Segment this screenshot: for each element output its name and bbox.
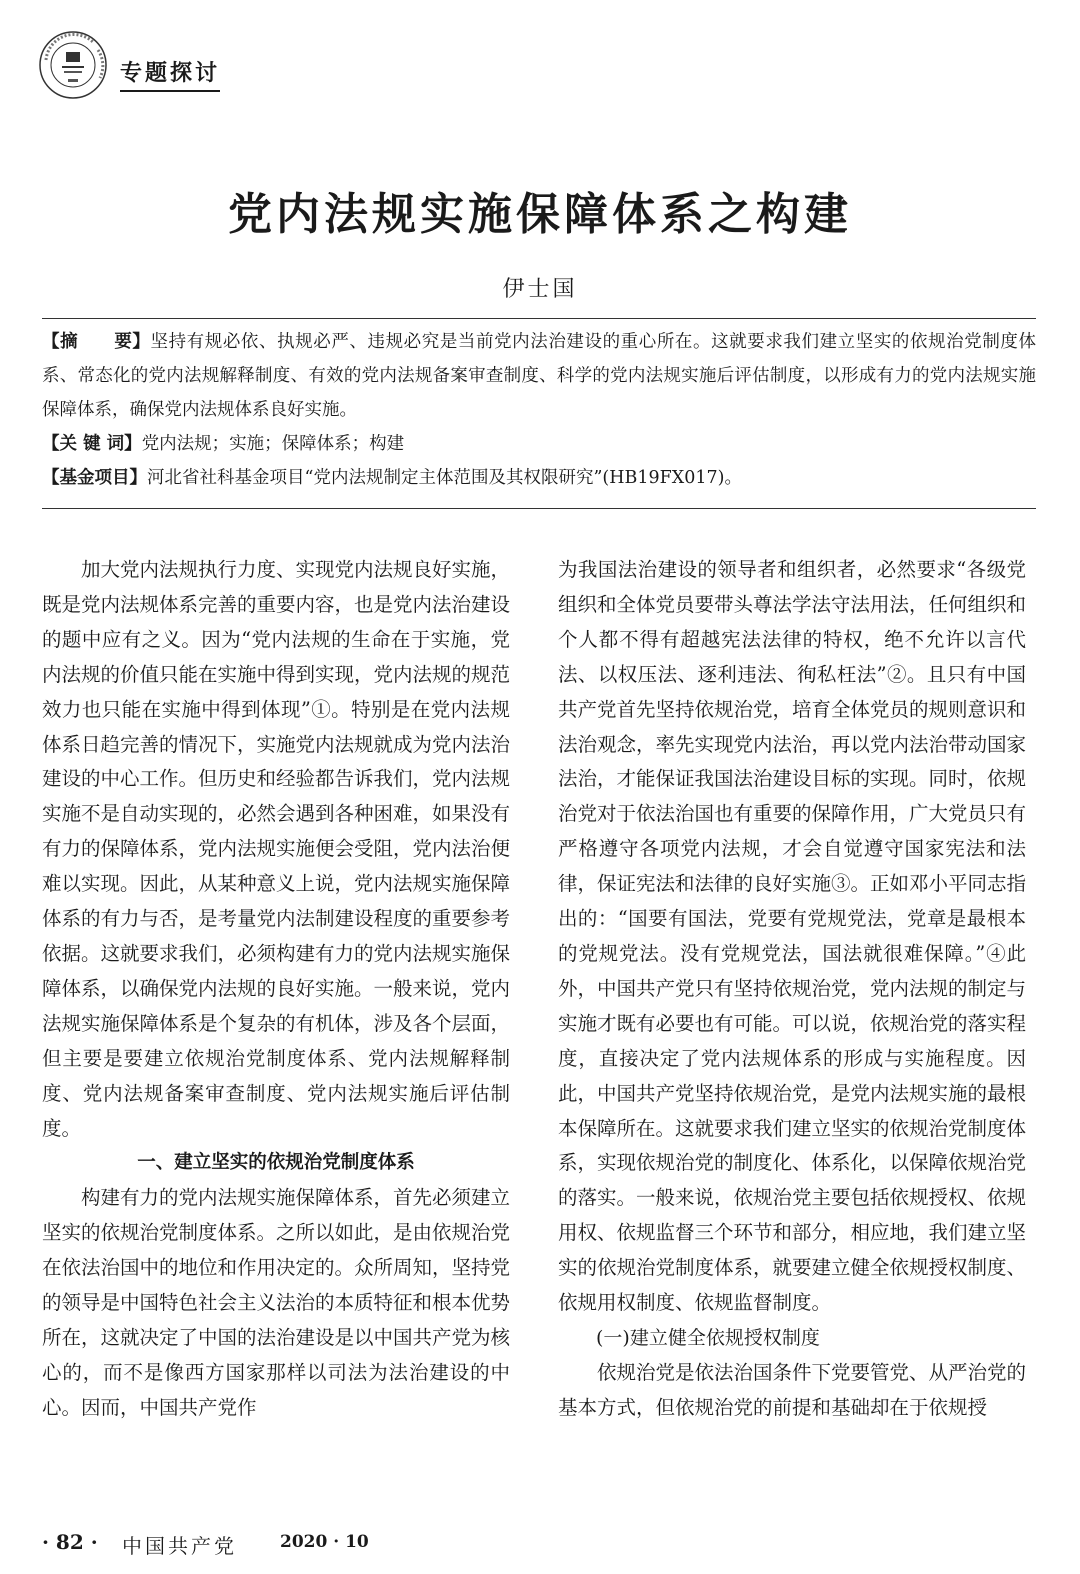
fund-label: 【基金项目】 (42, 468, 147, 488)
fund (42, 461, 1036, 495)
page-header (38, 30, 238, 100)
paragraph: 为我国法治建设的领导者和组织者，必然要求“各级党组织和全体党员要带头尊法学法守法用法，任何组织和个人都不得有超越宪法法律的特权，绝不允许以言代法、以权压法、逐利违法、徇私枉法”②。且只有中国共产党首先坚持依规治党，培育全体党员的规则意识和法治观念，率先实现党内法治，再以党内法治带动国家法治，才能保证我国法治建设目标的实现。同时，依规治党对于依法治国也有重要的保障作用，广大党员只有严格遵守各项党内法规，才会自觉遵守国家宪法和法律，保证宪法和法律的良好实施③。正如邓小平同志指出的：“国要有国法，党要有党规党法，党章是最根本的党规党法。没有党规党法，国法就很难保障。”④此外，中国共产党只有坚持依规治党，党内法规的制定与实施才既有必要也有可能。可以说，依规治党的落实程度，直接决定了党内法规体系的形成与实施程度。因此，中国共产党坚持依规治党，是党内法规实施的最根本保障所在。这就要求我们建立坚实的依规治党制度体系，实现依规治党的制度化、体系化，以保障依规治党的落实。一般来说，依规治党主要包括依规授权、依规用权、依规监督三个环节和部分，相应地，我们建立坚实的依规治党制度体系，就要建立健全依规授权制度、依规用权制度、依规监督制度。 (558, 558, 1027, 1315)
body-column-right (558, 553, 1026, 1426)
divider-bottom (42, 508, 1036, 509)
divider-top (42, 318, 1036, 319)
abstract-block (42, 325, 1036, 495)
abstract-label: 【摘 要】 (42, 332, 151, 352)
subsection-heading: (一)建立健全依规授权制度 (596, 1326, 820, 1349)
paragraph: 依规治党是依法治国条件下党要管党、从严治党的基本方式，但依规治党的前提和基础却在于依规授 (558, 1360, 1027, 1419)
section-tag: 专题探讨 (120, 56, 220, 92)
abstract (42, 325, 1036, 427)
article-author: 伊士国 (502, 277, 578, 302)
issue-number: 2020 · 10 (280, 1532, 369, 1552)
keywords-label: 【关 键 词】 (42, 434, 142, 454)
paragraph: 构建有力的党内法规实施保障体系，首先必须建立坚实的依规治党制度体系。之所以如此，是由依规治党在依法治国中的地位和作用决定的。众所周知，坚持党的领导是中国特色社会主义法治的本质特征和根本优势所在，这就决定了中国的法治建设是以中国共产党为核心的，而不是像西方国家那样以司法为法治建设的中心。因而，中国共产党作 (42, 1186, 511, 1419)
article-title: 党内法规实施保障体系之构建 (228, 189, 852, 240)
body-column-left (42, 553, 510, 1426)
abstract-text: 坚持有规必依、执规必严、违规必究是当前党内法治建设的重心所在。这就要求我们建立坚实的依规治党制度体系、常态化的党内法规解释制度、有效的党内法规备案审查制度、科学的党内法规实施后评估制度，以形成有力的党内法规实施保障体系，确保党内法规体系良好实施。 (42, 332, 1036, 420)
journal-name: 中国共产党 (122, 1534, 237, 1558)
paragraph: 加大党内法规执行力度、实现党内法规良好实施，既是党内法规体系完善的重要内容，也是党内法治建设的题中应有之义。因为“党内法规的生命在于实施，党内法规的价值只能在实施中得到实现，党内法规的规范效力也只能在实施中得到体现”①。特别是在党内法规体系日趋完善的情况下，实施党内法规就成为党内法治建设的中心工作。但历史和经验都告诉我们，党内法规实施不是自动实现的，必然会遇到各种困难，如果没有有力的保障体系，党内法规实施便会受阻，党内法治便难以实现。因此，从某种意义上说，党内法规实施保障体系的有力与否，是考量党内法制建设程度的重要参考依据。这就要求我们，必须构建有力的党内法规实施保障体系，以确保党内法规的良好实施。一般来说，党内法规实施保障体系是个复杂的有机体，涉及各个层面，但主要是要建立依规治党制度体系、党内法规解释制度、党内法规备案审查制度、党内法规实施后评估制度。 (42, 558, 511, 1140)
fund-text: 河北省社科基金项目“党内法规制定主体范围及其权限研究”(HB19FX017)。 (147, 468, 742, 488)
page-number: · 82 · (42, 1530, 98, 1554)
keywords (42, 427, 1036, 461)
section-heading: 一、建立坚实的依规治党制度体系 (137, 1152, 415, 1174)
keywords-text: 党内法规；实施；保障体系；构建 (141, 434, 405, 454)
journal-logo (38, 30, 108, 100)
